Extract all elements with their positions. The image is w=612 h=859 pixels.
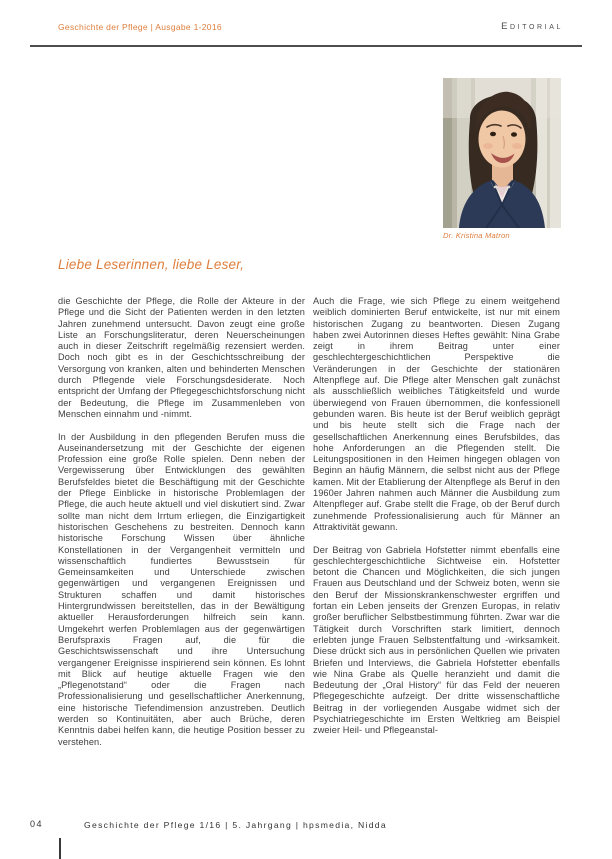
body-paragraph: In der Ausbildung in den pflegenden Berufen muss die Auseinandersetzung mit der Geschichte der eigenen Profession eine große Rolle spielen. Denn neben der Vergewisserung über Entwicklungen des gewählten Berufsfeldes bietet die Beschäftigung mit der Geschichte der Pflege Einblicke in historische Problemlagen der Pflege, die auch heute aktuell und viel diskutiert sind. Zwar sollte man nicht dem Irrtum erliegen, die Einzigartigkeit historischen Geschehens zu bestreiten. Dennoch kann historische Forschung Wissen über ähnliche Konstellationen in der Vergangenheit vermitteln und wissenschaftlich fundiertes Bewusstsein für Gemeinsamkeiten und Unterschiede zwischen gegenwärtigen und vergangenen Ereignissen und Strukturen schaffen und damit historisches Hintergrundwissen bereitstellen, das in der Bewältigung aktueller Herausforderungen hilfreich sein kann. Umgekehrt werfen Problemlagen aus der gegenwärtigen Berufspraxis Fragen auf, die für die Geschichtswissenschaft und ihre Untersuchung vergangener Ereignisse inspirierend sein können. Es lohnt mit Blick auf heutige aktuelle Fragen wie den „Pflegenotstand“ oder die Fragen nach Professionalisierung und gesellschaftlicher Anerkennung, eine historische Tiefendimension anzustreben. Deutlich werden so Kontinuitäten, aber auch Brüche, deren Kenntnis dabei helfen kann, die heutige Position besser zu verstehen. xyxy=(58,431,305,747)
column-left xyxy=(58,296,305,748)
header-rule-divider xyxy=(30,45,582,47)
text-columns xyxy=(58,296,560,748)
page-number: 04 xyxy=(30,819,44,829)
portrait-figure xyxy=(443,78,561,240)
portrait-photo xyxy=(443,78,561,228)
header-journal-title: Geschichte der Pflege | Ausgabe 1-2016 xyxy=(58,22,222,32)
portrait-caption: Dr. Kristina Matron xyxy=(443,231,510,240)
body-paragraph: die Geschichte der Pflege, die Rolle der Akteure in der Pflege und die Sicht der Patienten werden in den letzten Jahren zunehmend untersucht. Davon zeugt eine große Liste an Forschungsliteratur, deren Neuerscheinungen auch in dieser Zeitschrift regelmäßig rezensiert werden. Doch noch gibt es in der Geschichtsschreibung der Versorgung von kranken, alten und behinderten Menschen durch Pflegende viele Forschungsdesiderate. Noch entspricht der Umfang der Pflegegeschichtsforschung nicht der Bedeutung, die Pflege im Zusammenleben von Menschen einnahm und -nimmt. xyxy=(58,296,305,419)
column-right xyxy=(313,296,560,748)
body-paragraph: Der Beitrag von Gabriela Hofstetter nimmt ebenfalls eine geschlechtergeschichtliche Sichtweise ein. Hofstetter betont die Chancen und Möglichkeiten, die sich jungen Frauen aus Deutschland und der Schweiz boten, wenn sie den Beruf der Missionskrankenschwester ergriffen und fortan ein Leben jenseits der Grenzen Europas, in relativ großer beruflicher Selbstbestimmung führten. Zwar war die Tätigkeit durch Vorschriften stark limitiert, dennoch erlebten junge Frauen Selbstentfaltung und -wirksamkeit. Diese drückt sich aus in persönlichen Quellen wie privaten Briefen und Interviews, die Gabriela Hofstetter ebenfalls wie Nina Grabe als Quelle heranzieht und damit die Bedeutung der „Oral History“ für das Feld der neueren Pflegegeschichte aufzeigt. Der dritte wissenschaftliche Beitrag in der vorliegenden Ausgabe widmet sich der Psychiatriegeschichte im Ersten Weltkrieg am Beispiel zweier Heil- und Pflegeanstal- xyxy=(313,544,560,736)
body-paragraph: Auch die Frage, wie sich Pflege zu einem weitgehend weiblich dominierten Beruf entwickelte, ist nur mit einem historischen Zugang zu beantworten. Diesen Zugang haben zwei Autorinnen dieses Heftes gewählt: Nina Grabe zeigt in ihrem Beitrag unter einer geschlechtergeschichtlichen Perspektive die Veränderungen in der Geschichte der stationären Altenpflege auf. Die Pflege alter Menschen galt zunächst als ausschließlich weibliches Tätigkeitsfeld und wurde überwiegend von Frauen übernommen, die konfessionell gebunden waren. Bis heute ist der Beruf weiblich geprägt und bis heute stellt sich die Frage nach der gesellschaftlichen Anerkennung eines Berufsbildes, das hohe Anforderungen an die Pflegenden stellt. Die Leitungspositionen in den Heimen hingegen oblagen von Beginn an häufig Männern, die selbst nicht aus der Pflege kamen. Mit der Etablierung der Altenpflege als Beruf in den 1960er Jahren nahmen auch Männer die Ausbildung zum Altenpfleger auf. Grabe stellt die Frage, ob der Beruf durch zunehmende Professionalisierung auch für Männer an Attraktivität gewann. xyxy=(313,296,560,532)
bottom-crop-mark xyxy=(59,838,61,859)
header-editorial-label: Editorial xyxy=(501,21,563,32)
footer-imprint: Geschichte der Pflege 1/16 | 5. Jahrgang | hpsmedia, Nidda xyxy=(84,819,387,830)
salutation-heading: Liebe Leserinnen, liebe Leser, xyxy=(58,257,245,272)
